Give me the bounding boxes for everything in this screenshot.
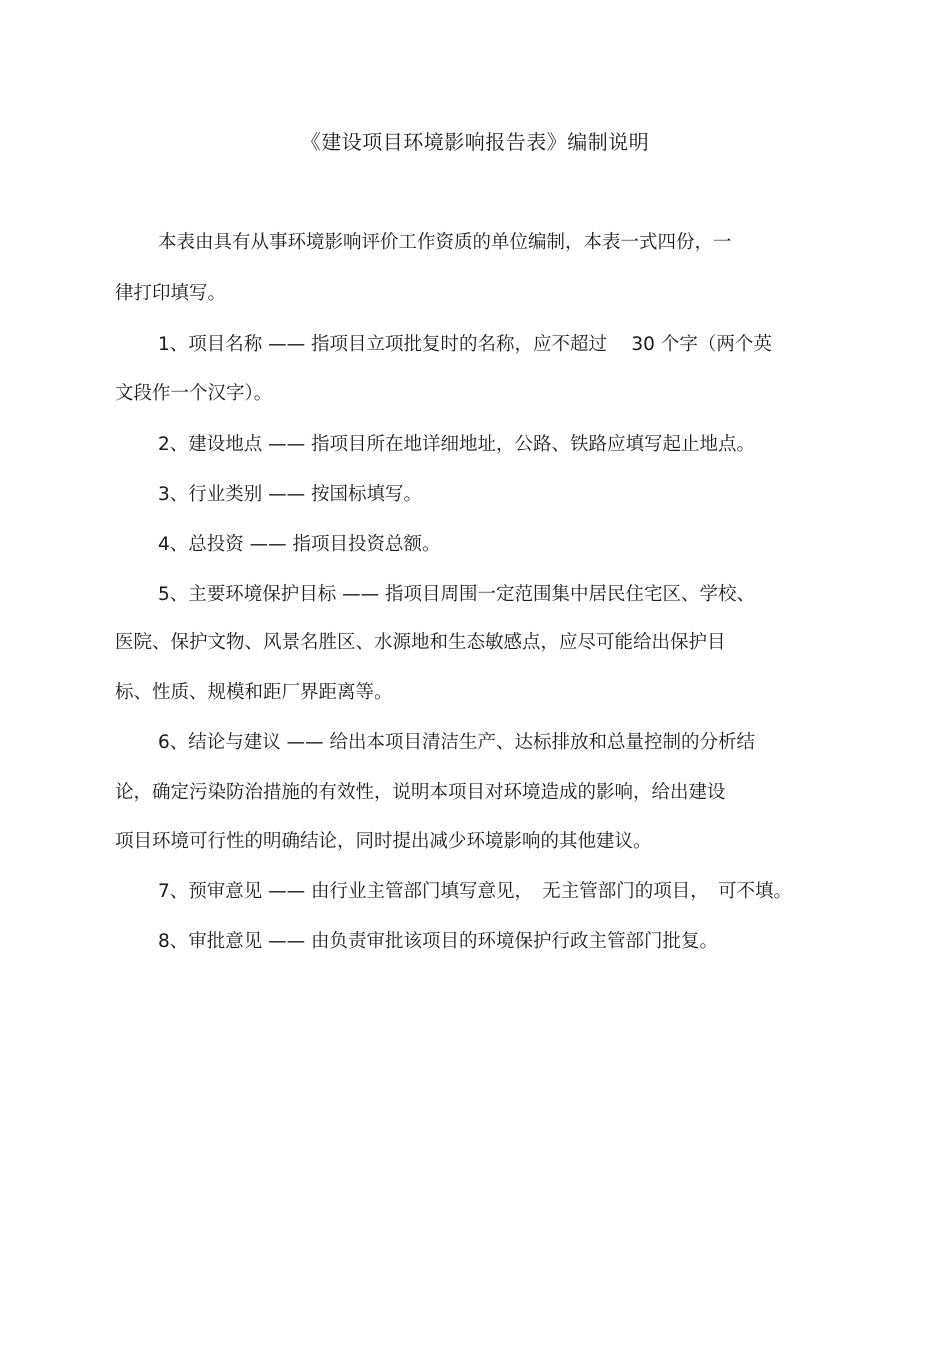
document-title: 《建设项目环境影响报告表》编制说明	[300, 130, 650, 154]
item-6-line-3: 项目环境可行性的明确结论，同时提出减少环境影响的其他建议。	[115, 831, 652, 852]
paragraph-intro-line-1: 本表由具有从事环境影响评价工作资质的单位编制，本表一式四份，一	[158, 232, 732, 253]
item-6-line-1: 6、结论与建议 —— 给出本项目清洁生产、达标排放和总量控制的分析结	[158, 732, 756, 753]
paragraph-intro-line-2: 律打印填写。	[115, 283, 227, 304]
item-2-line-1: 2、建设地点 —— 指项目所在地详细地址，公路、铁路应填写起止地点。	[158, 434, 756, 455]
item-7-line-1: 7、预审意见 —— 由行业主管部门填写意见， 无主管部门的项目， 可不填。	[158, 881, 793, 902]
item-4-line-1: 4、总投资 —— 指项目投资总额。	[158, 534, 441, 555]
item-1-line-2: 文段作一个汉字）。	[115, 383, 273, 404]
item-3-line-1: 3、行业类别 —— 按国标填写。	[158, 484, 423, 505]
item-5-line-3: 标、性质、规模和距厂界距离等。	[115, 682, 393, 703]
item-5-line-1: 5、主要环境保护目标 —— 指项目周围一定范围集中居民住宅区、学校、	[158, 584, 756, 605]
item-5-line-2: 医院、保护文物、风景名胜区、水源地和生态敏感点，应尽可能给出保护目	[115, 632, 726, 653]
item-1-line-1: 1、项目名称 —— 指项目立项批复时的名称，应不超过 30 个字（两个英	[158, 334, 772, 355]
item-8-line-1: 8、审批意见 —— 由负责审批该项目的环境保护行政主管部门批复。	[158, 931, 719, 952]
item-6-line-2: 论，确定污染防治措施的有效性，说明本项目对环境造成的影响，给出建设	[115, 782, 726, 803]
